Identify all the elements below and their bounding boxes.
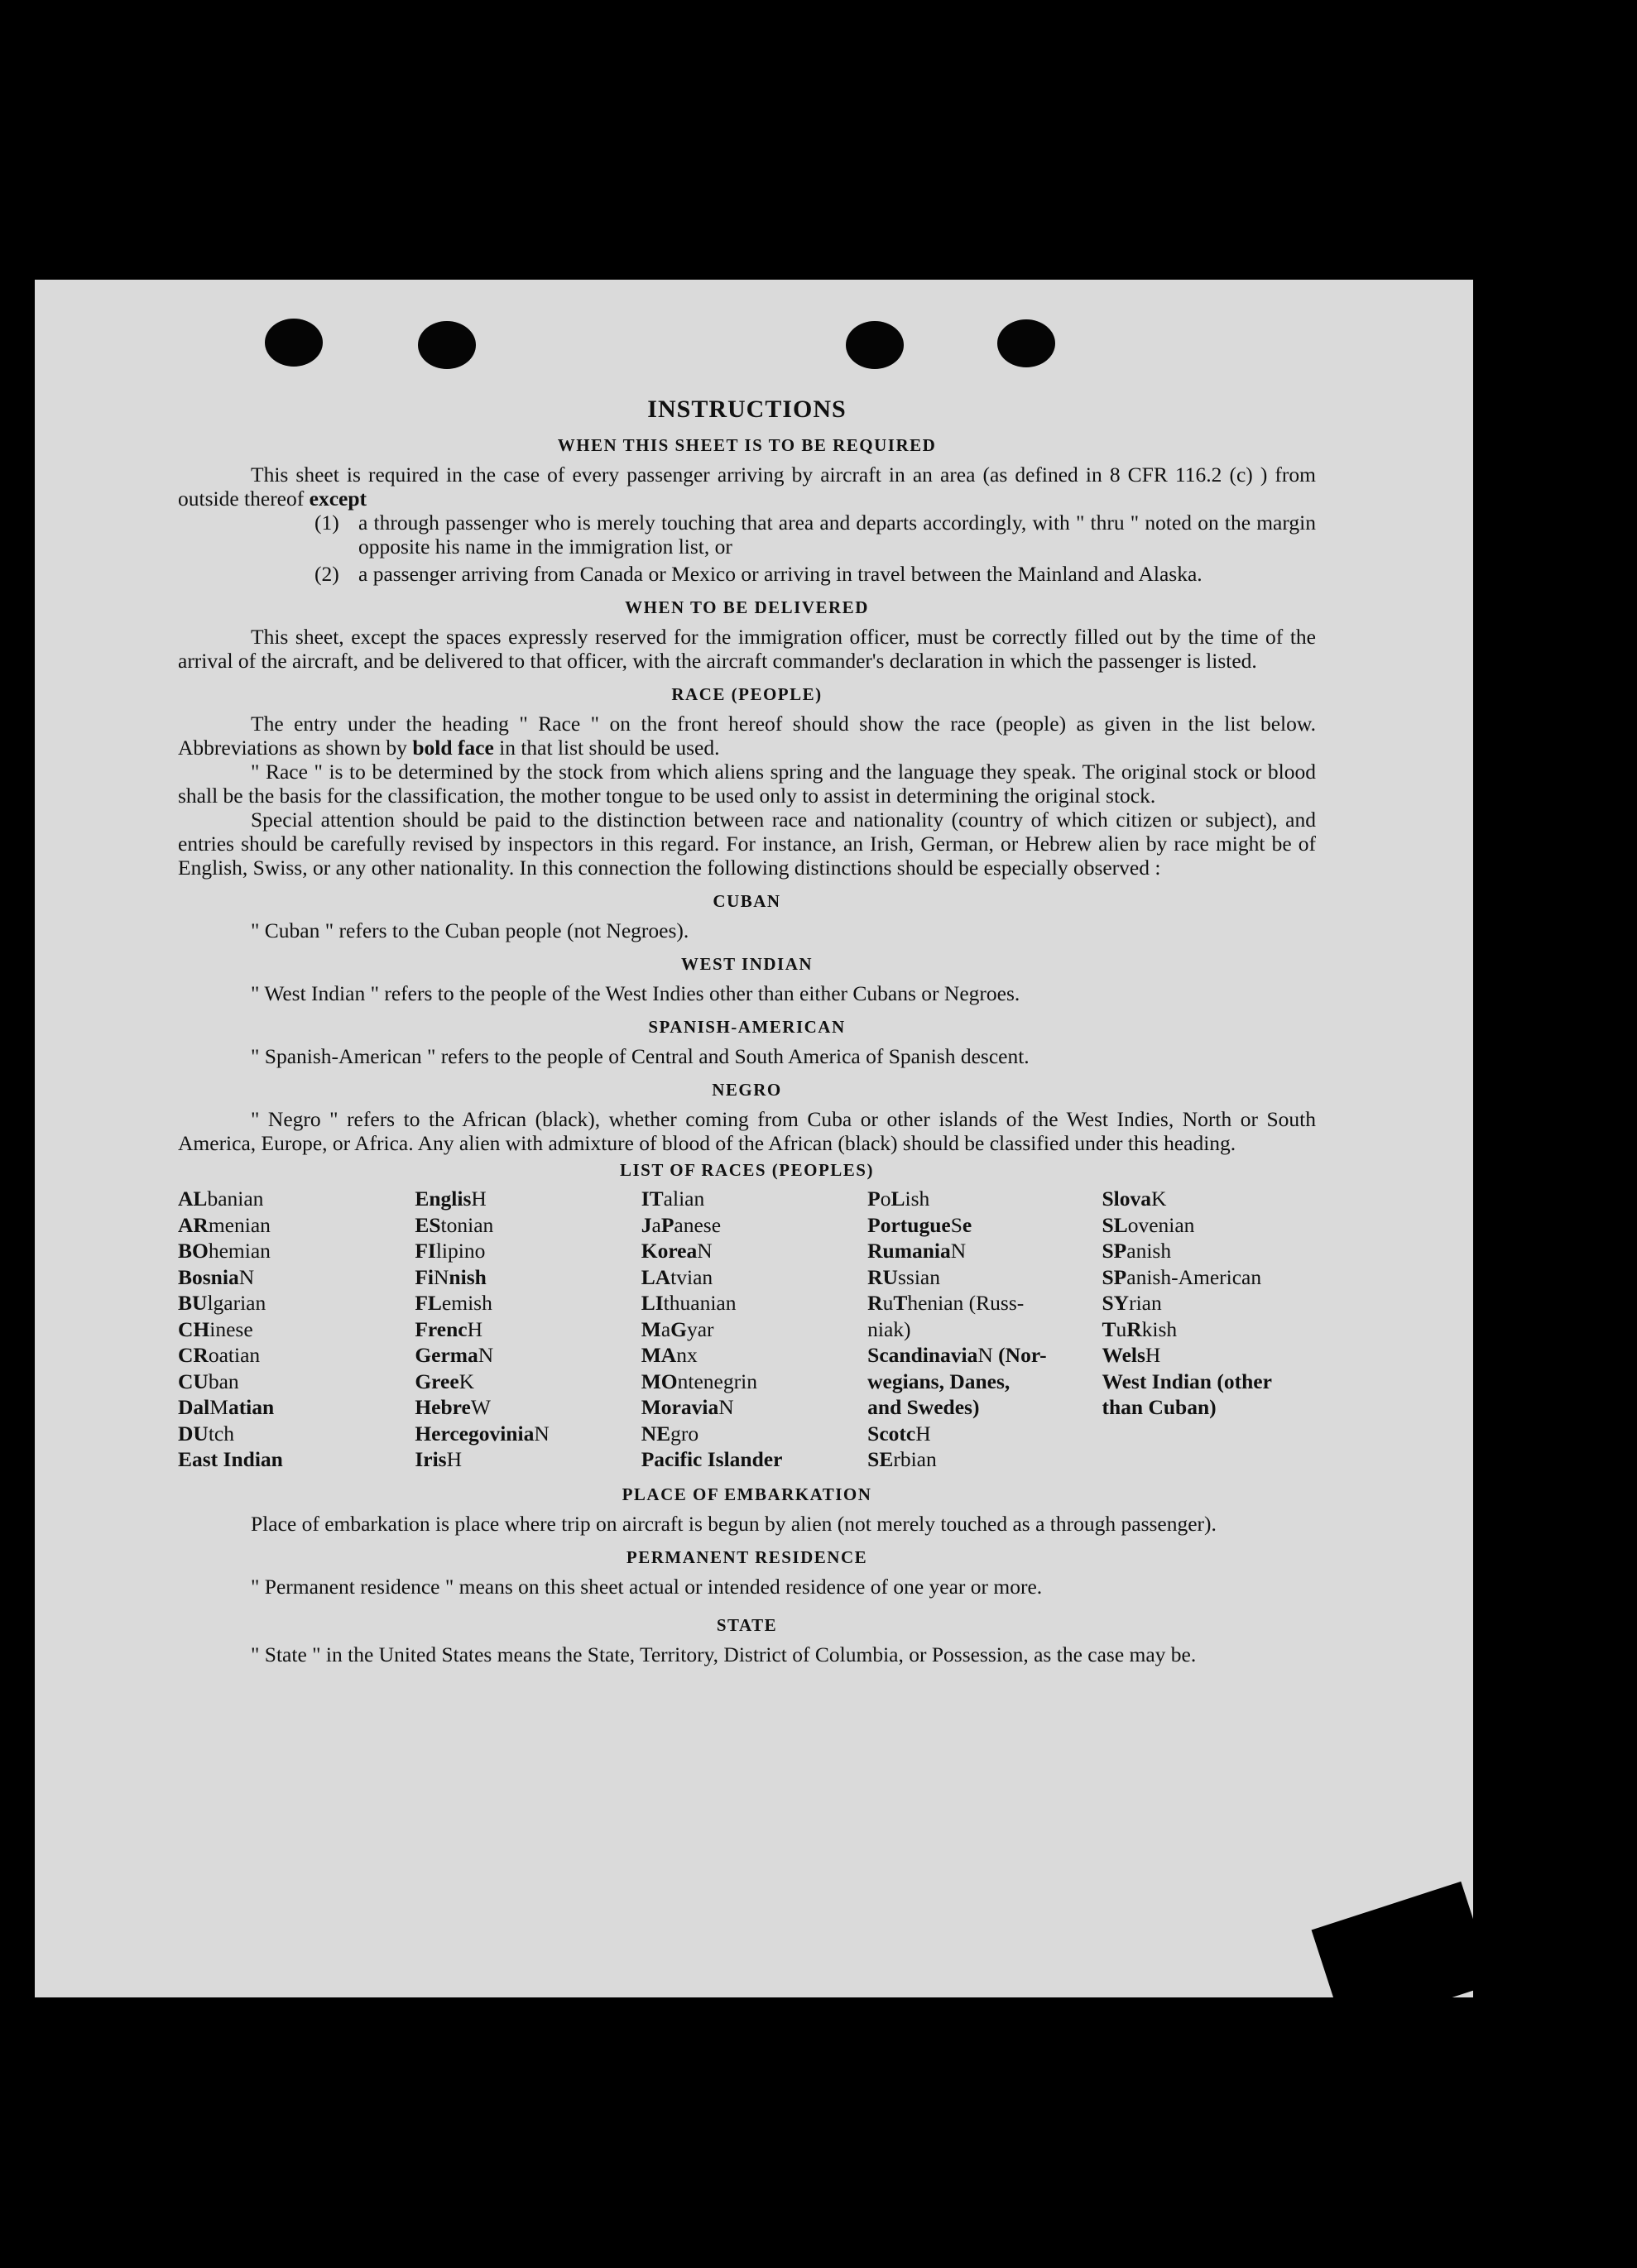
- race-entry: ITalian: [641, 1187, 705, 1211]
- punch-hole: [997, 319, 1055, 367]
- instructions-content: [178, 396, 1316, 1666]
- races-column-1: [178, 1186, 415, 1473]
- race-entry: BOhemian: [178, 1239, 271, 1263]
- section-heading-cuban: CUBAN: [713, 891, 781, 911]
- race-entry: CHinese: [178, 1316, 253, 1341]
- race-entry: SPanish-American: [1102, 1264, 1262, 1289]
- race-entry: CRoatian: [178, 1343, 261, 1367]
- race-entry: EnglisH: [415, 1187, 487, 1211]
- state-text: " State " in the United States means the State, Territory, District of Columbia, or Possession, as the case may be.: [251, 1642, 1197, 1666]
- cuban-text: " Cuban " refers to the Cuban people (not Negroes).: [251, 918, 689, 942]
- race-entry: ScandinaviaN (Nor- wegians, Danes, and Swedes): [867, 1343, 1047, 1419]
- race-entry: ARmenian: [178, 1212, 271, 1237]
- race-entry: MOntenegrin: [641, 1369, 757, 1393]
- race-entry: MaGyar: [641, 1316, 714, 1341]
- section-heading-races-list: LIST OF RACES (PEOPLES): [620, 1160, 874, 1180]
- race-entry: DalMatian: [178, 1395, 275, 1419]
- race-entry: Pacific Islander: [641, 1447, 783, 1471]
- race-entry: FiNnish: [415, 1264, 487, 1289]
- race-entry: SErbian: [867, 1447, 937, 1471]
- races-column-3: [641, 1186, 867, 1473]
- section-heading-embarkation: PLACE OF EMBARKATION: [622, 1484, 872, 1504]
- west-indian-text: " West Indian " refers to the people of the West Indies other than either Cubans or Negroes.: [251, 981, 1020, 1005]
- race-entry: LIthuanian: [641, 1291, 737, 1315]
- exception-item-1: (1) a through passenger who is merely touching that area and departs accordingly, with " thru " noted on the margin opposite his name in the immigration list, or: [314, 511, 1316, 559]
- negro-text: " Negro " refers to the African (black), whether coming from Cuba or other islands of the West Indies, North or South America, Europe, or Africa. Any alien with admixture of blood of the African (black) should be classified under this heading.: [178, 1107, 1316, 1155]
- race-entry: GermaN: [415, 1343, 494, 1367]
- race-entry: MoraviaN: [641, 1395, 734, 1419]
- race-entry: PoLish: [867, 1187, 930, 1211]
- race-entry: FLemish: [415, 1291, 492, 1315]
- punch-hole: [846, 321, 904, 369]
- race-entry: NEgro: [641, 1421, 699, 1446]
- race-entry: GreeK: [415, 1369, 475, 1393]
- race-entry: CUban: [178, 1369, 239, 1393]
- races-list: [178, 1186, 1316, 1473]
- required-intro: This sheet is required in the case of every passenger arriving by aircraft in an area (as defined in 8 CFR 116.2 (c) ) from outside thereof except: [178, 463, 1316, 511]
- page-title: INSTRUCTIONS: [647, 396, 847, 423]
- race-entry: RuThenian (Russ- niak): [867, 1291, 1025, 1341]
- race-entry: FrencH: [415, 1316, 483, 1341]
- punch-hole: [418, 321, 476, 369]
- race-paragraph-2: " Race " is to be determined by the stock from which aliens spring and the language they speak. The original stock or blood shall be the basis for the classification, the mother tongue to be used only to assist in determining the original stock.: [178, 760, 1316, 808]
- section-heading-state: STATE: [716, 1614, 778, 1635]
- section-heading-delivered: WHEN TO BE DELIVERED: [625, 597, 869, 617]
- race-entry: IrisH: [415, 1447, 462, 1471]
- section-heading-negro: NEGRO: [712, 1080, 782, 1100]
- section-heading-residence: PERMANENT RESIDENCE: [626, 1546, 868, 1567]
- race-entry: SLovenian: [1102, 1212, 1195, 1237]
- race-entry: WelsH: [1102, 1343, 1161, 1367]
- race-entry: JaPanese: [641, 1212, 722, 1237]
- race-entry: HercegoviniaN: [415, 1421, 550, 1446]
- races-column-4: [867, 1186, 1102, 1473]
- race-entry: East Indian: [178, 1447, 283, 1471]
- race-entry: ScotcH: [867, 1421, 931, 1446]
- race-entry: DUtch: [178, 1421, 234, 1446]
- delivered-text: This sheet, except the spaces expressly reserved for the immigration officer, must be correctly filled out by the time of the arrival of the aircraft, and be delivered to that officer, with the aircraft commander's declaration in which the passenger is listed.: [178, 625, 1316, 673]
- race-entry: KoreaN: [641, 1239, 713, 1263]
- race-entry: ALbanian: [178, 1187, 264, 1211]
- races-column-2: [415, 1186, 641, 1473]
- section-heading-spanish-american: SPANISH-AMERICAN: [648, 1017, 846, 1037]
- race-paragraph-1: The entry under the heading " Race " on the front hereof should show the race (people) as given in the list below. Abbreviations as shown by bold face in that list should be used.: [178, 712, 1316, 760]
- embarkation-text: Place of embarkation is place where trip on aircraft is begun by alien (not merely touched as a through passenger).: [251, 1511, 1217, 1536]
- race-entry: SlovaK: [1102, 1187, 1167, 1211]
- race-entry: West Indian (other than Cuban): [1102, 1369, 1272, 1419]
- race-entry: HebreW: [415, 1395, 491, 1419]
- spanish-american-text: " Spanish-American " refers to the people of Central and South America of Spanish descent.: [251, 1044, 1030, 1068]
- race-entry: SYrian: [1102, 1291, 1162, 1315]
- race-entry: RumaniaN: [867, 1239, 967, 1263]
- race-entry: BosniaN: [178, 1264, 255, 1289]
- races-column-5: [1102, 1186, 1316, 1473]
- race-entry: FIlipino: [415, 1239, 486, 1263]
- section-heading-west-indian: WEST INDIAN: [680, 954, 814, 974]
- race-entry: MAnx: [641, 1343, 698, 1367]
- race-entry: PortugueSe: [867, 1212, 972, 1237]
- race-entry: EStonian: [415, 1212, 494, 1237]
- section-heading-race: RACE (PEOPLE): [671, 684, 823, 704]
- race-entry: BUlgarian: [178, 1291, 266, 1315]
- race-entry: RUssian: [867, 1264, 940, 1289]
- race-entry: LAtvian: [641, 1264, 713, 1289]
- exception-item-2: (2) a passenger arriving from Canada or Mexico or arriving in travel between the Mainland and Alaska.: [314, 562, 1203, 586]
- punch-hole: [265, 319, 323, 367]
- residence-text: " Permanent residence " means on this sheet actual or intended residence of one year or more.: [251, 1574, 1043, 1599]
- race-entry: TuRkish: [1102, 1316, 1178, 1341]
- section-heading-required: WHEN THIS SHEET IS TO BE REQUIRED: [557, 435, 937, 455]
- race-entry: SPanish: [1102, 1239, 1172, 1263]
- race-paragraph-3: Special attention should be paid to the distinction between race and nationality (country of which citizen or subject), and entries should be carefully revised by inspectors in this regard. For instance, an Irish, German, or Hebrew alien by race might be of English, Swiss, or any other nationality. In this connection the following distinctions should be especially observed :: [178, 808, 1316, 880]
